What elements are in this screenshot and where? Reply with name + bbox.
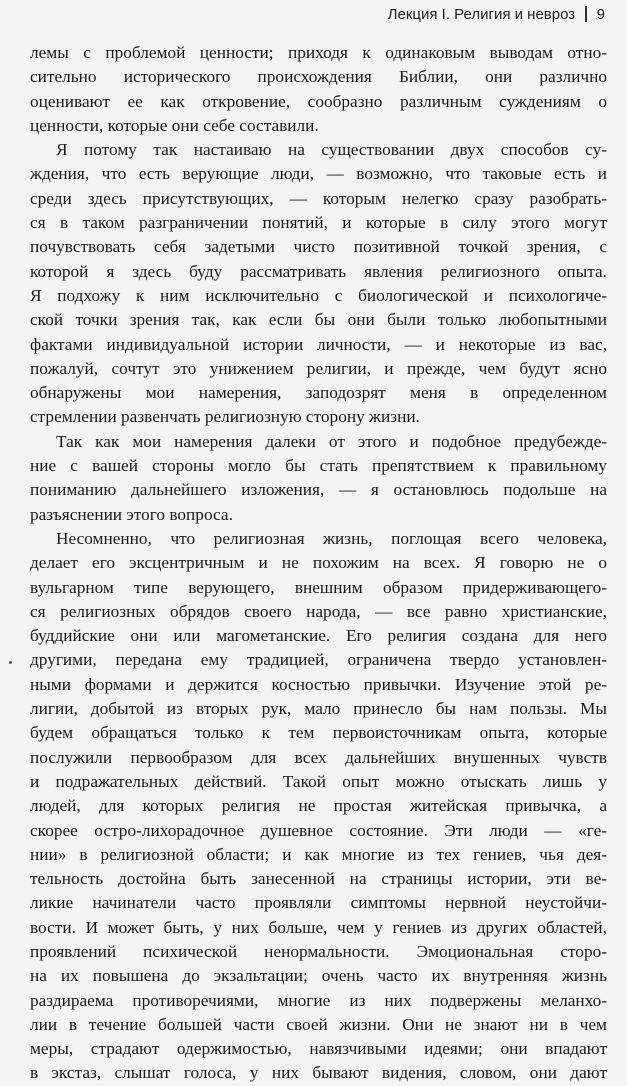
text-line: послужили первообразом для всех дальнейших внушенных чувств [30,747,607,767]
text-line: другими, передана ему традицией, ограничена твердо установлен- [30,650,607,670]
text-line: тельность достойна быть занесенной на страницы истории, эти ве- [30,869,607,889]
text-line: ждения, что есть верующие люди, — возможно, что таковые есть и [30,164,607,184]
text-line: оценивают ее как откровение, сообразно различным суждениям о [30,91,607,111]
text-line: Несомненно, что религиозная жизнь, поглощая всего человека, [56,528,607,548]
text-line: фактами индивидуальной истории личности, — и некоторые из вас, [30,334,607,354]
text-line: лигии, добытой из вторых рук, мало принесло бы нам пользы. Мы [30,699,607,719]
text-line: людей, для которых религия не простая житейская привычка, а [30,796,607,816]
body-text [30,41,607,1086]
text-line: раздираема противоречиями, многие из них подвержены меланхо- [30,990,607,1010]
text-line: которой я здесь буду рассматривать явления религиозного опыта. [30,261,607,281]
text-line: вости. И может быть, у них больше, чем у гениев из других областей, [30,917,607,937]
text-line: ся религиозных обрядов своего народа, — все равно христианские, [30,601,607,621]
text-line: разъяснении этого вопроса. [30,504,233,524]
text-line: нии» в религиозной области; и как многие из тех гениев, чья дея- [30,844,607,864]
text-line: проявлений психической ненормальности. Эмоциональная сторо- [30,941,607,961]
text-line: пожалуй, сочтут это унижением религии, и прежде, чем будут ясно [30,358,607,378]
text-line: будем обращаться только к тем первоисточникам опыта, которые [30,723,607,743]
text-line: ние с вашей стороны могло бы стать препятствием к правильному [30,456,607,476]
text-line: пониманию дальнейшего изложения, — я остановлюсь подольше на [30,480,607,500]
text-line: среди здесь присутствующих, — которым нелегко сразу разобрать- [30,188,607,208]
text-line: стремлении развенчать религиозную сторону жизни. [30,407,420,427]
text-line: лии в течение большей части своей жизни. Они не знают ни в чем [30,1014,607,1034]
text-line: сительно исторического происхождения Библии, они различно [30,67,607,87]
text-line: ся в таком разграничении понятий, и которые в силу этого могут [30,213,607,233]
margin-speck [9,661,12,664]
text-line: ликие начинатели часто проявляли симптомы нервной неустойчи- [30,893,607,913]
text-line: делает его эксцентричным и не похожим на всех. Я говорю не о [30,553,607,573]
text-line: ными формами и держится косностью привычки. Изучение этой ре- [30,674,607,694]
page-number: 9 [596,6,605,23]
text-line: Я подхожу к ним исключительно с биологической и психологиче- [30,285,607,305]
text-line: Я потому так настаиваю на существовании двух способов су- [56,140,607,160]
text-line: лемы с проблемой ценности; приходя к одинаковым выводам отно- [30,43,607,62]
text-line: Так как мои намерения далеки от этого и подобное предубежде- [56,431,607,451]
text-line: и подражательных действий. Такой опыт можно отыскать лишь у [30,771,607,791]
header-separator [585,6,587,22]
text-line: вульгарном типе верующего, внешним образом придерживающего- [30,577,607,597]
text-line: на их повышена до экзальтации; очень часто их внутренняя жизнь [30,966,607,986]
text-line: буддийские они или магометанские. Его религия создана для него [30,626,607,646]
text-line: скорее остро-лихорадочное душевное состояние. Эти люди — «ге- [30,820,607,840]
text-line: обнаружены мои намерения, заподозрят меня в определенном [30,383,607,403]
running-title: Лекция I. Религия и невроз [387,6,576,23]
text-line: ской точки зрения так, как если бы они были только любопытными [30,310,607,330]
text-line: ценности, которые они себе составили. [30,115,319,135]
page-header [388,6,605,23]
text-line: в экстаз, слышат голоса, у них бывают видения, словом, они дают [30,1063,607,1083]
text-line: почувствовать себя задетыми чисто позитивной точкой зрения, с [30,237,607,257]
text-line: меры, страдают одержимостью, навязчивыми идеями; они впадают [30,1039,607,1059]
